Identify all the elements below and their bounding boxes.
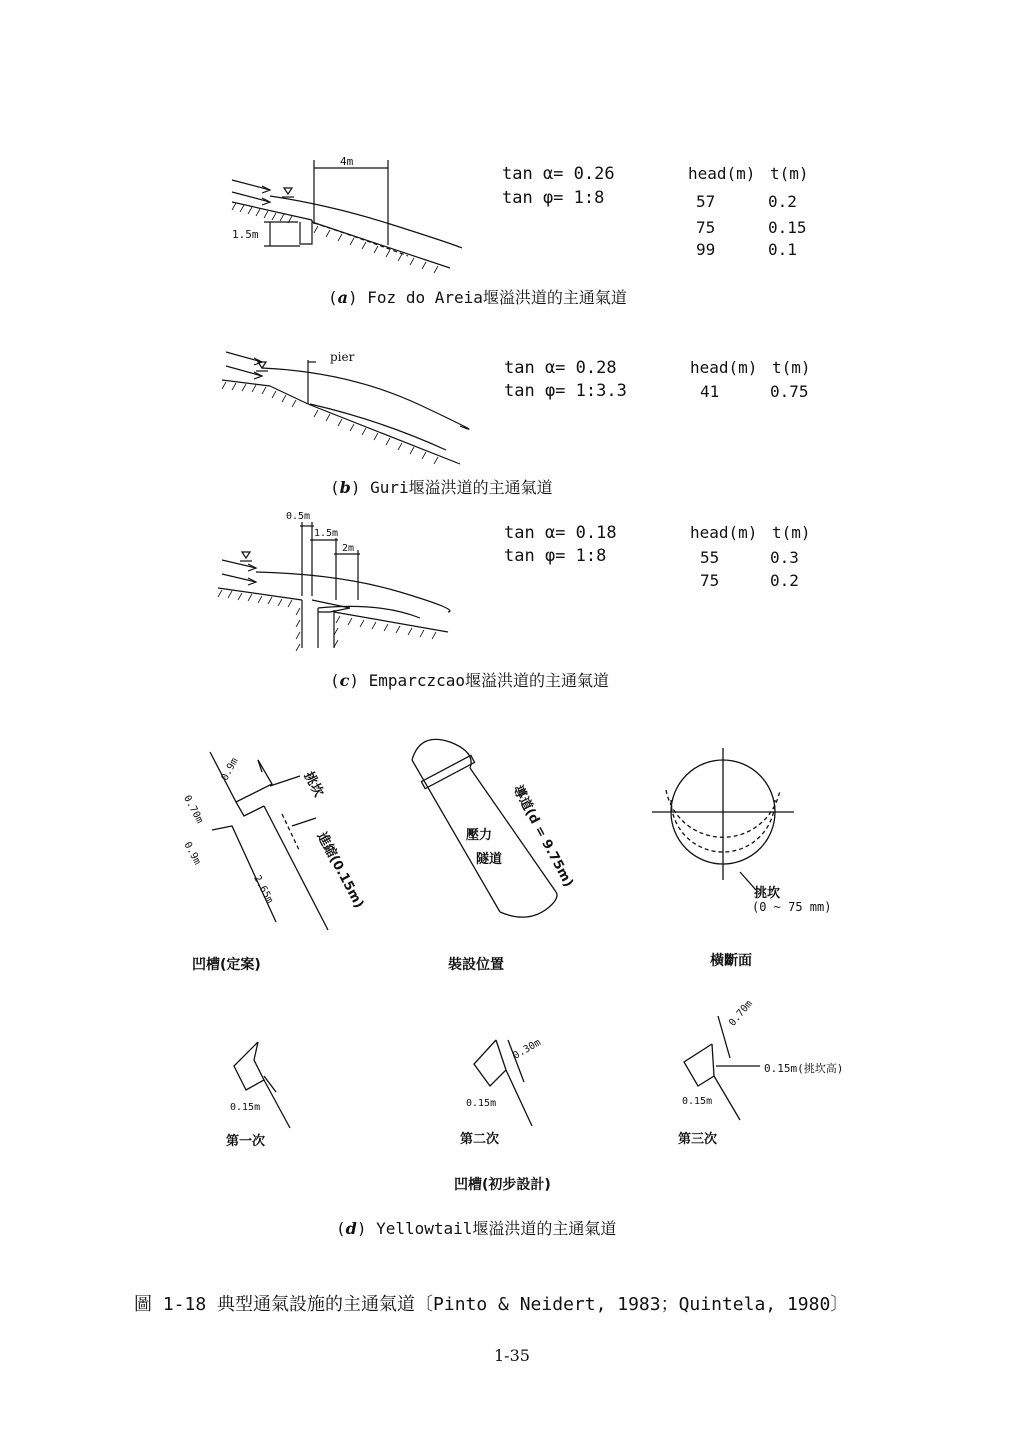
table-cell: 0.2 — [768, 192, 797, 211]
prelim-title: 凹槽(初步設計) — [454, 1177, 551, 1193]
dim-1-5m: 1.5m — [232, 228, 259, 241]
groove-label-offset: 進縮(0.15m) — [313, 830, 367, 911]
tunnel-title: 裝設位置 — [448, 957, 504, 973]
section-label-lip: 挑坎 — [754, 886, 781, 901]
prelim-3-dim-1: 0.15m — [682, 1096, 713, 1107]
caption-text: Foz do Areia堰溢洪道的主通氣道 — [367, 288, 627, 307]
table-cell: 99 — [696, 240, 716, 259]
figure-caption: 圖 1-18 典型通氣設施的主通氣道〔Pinto & Neidert, 1983；Quintela, 1980〕 — [134, 1294, 849, 1315]
table-header-t: t(m) — [772, 358, 811, 377]
table-cell: 0.1 — [768, 240, 797, 259]
table-cell: 41 — [700, 382, 720, 401]
caption-letter: c — [339, 671, 350, 690]
table-header-t: t(m) — [770, 164, 809, 183]
caption-letter: b — [339, 478, 351, 497]
groove-dim-4: 2.65m — [251, 873, 275, 906]
caption-letter: a — [337, 288, 349, 307]
dim-0-5m: 0.5m — [286, 511, 311, 522]
panel-c-param-phi: tan φ= 1:8 — [504, 546, 607, 566]
prelim-2-dim-2: 0.30m — [511, 1037, 543, 1062]
table-cell: 55 — [700, 548, 720, 567]
table-header-t: t(m) — [772, 523, 811, 542]
table-header-head: head(m) — [690, 523, 758, 542]
tunnel-label-2: 隧道 — [476, 852, 503, 867]
table-cell: 0.75 — [770, 382, 809, 401]
panel-a-param-alpha: tan α= 0.26 — [502, 164, 615, 184]
panel-b-caption: (b) Guri堰溢洪道的主通氣道 — [330, 478, 553, 497]
prelim-2-dim-1: 0.15m — [466, 1098, 497, 1109]
dim-2m: 2m — [342, 543, 355, 554]
groove-dim-3: 0.9m — [181, 840, 203, 867]
table-cell: 57 — [696, 192, 716, 211]
prelim-3-dim-3: 0.15m(挑坎高) — [764, 1062, 844, 1075]
groove-dim-1: 0.9m — [219, 756, 241, 783]
groove-title: 凹槽(定案) — [192, 957, 261, 973]
prelim-1-dim: 0.15m — [230, 1102, 261, 1113]
panel-a-caption: (a) Foz do Areia堰溢洪道的主通氣道 — [328, 288, 627, 307]
panel-a-param-phi: tan φ= 1:8 — [502, 188, 605, 208]
panel-c-param-alpha: tan α= 0.18 — [504, 523, 617, 543]
groove-dim-2: 0.70m — [181, 793, 205, 826]
page-number: 1-35 — [494, 1346, 530, 1365]
table-cell: 0.2 — [770, 571, 799, 590]
table-header-head: head(m) — [688, 164, 756, 183]
table-cell: 0.15 — [768, 218, 807, 237]
panel-b-param-alpha: tan α= 0.28 — [504, 358, 617, 378]
panel-d-caption: (d) Yellowtail堰溢洪道的主通氣道 — [336, 1219, 617, 1238]
groove-label-lip: 挑坎 — [300, 769, 326, 800]
prelim-3-dim-2: 0.70m — [727, 998, 755, 1029]
panel-b-param-phi: tan φ= 1:3.3 — [504, 381, 627, 401]
tunnel-label-1: 壓力 — [466, 828, 493, 843]
table-cell: 0.3 — [770, 548, 799, 567]
prelim-1-title: 第一次 — [226, 1134, 266, 1149]
panel-c-caption: (c) Emparczcao堰溢洪道的主通氣道 — [330, 671, 609, 690]
caption-text: Guri堰溢洪道的主通氣道 — [370, 478, 553, 497]
pier-label: pier — [330, 350, 355, 364]
prelim-3-title: 第三次 — [678, 1132, 718, 1147]
table-cell: 75 — [696, 218, 716, 237]
caption-letter: d — [345, 1219, 357, 1238]
dim-1-5m: 1.5m — [314, 528, 339, 539]
tunnel-label-3: 導道(d = 9.75m) — [509, 783, 576, 890]
dim-4m: 4m — [340, 155, 354, 168]
caption-text: Emparczcao堰溢洪道的主通氣道 — [368, 671, 609, 690]
prelim-2-title: 第二次 — [460, 1132, 500, 1147]
table-header-head: head(m) — [690, 358, 758, 377]
section-title: 橫斷面 — [710, 953, 752, 969]
section-label-range: (0 ~ 75 mm) — [752, 900, 832, 914]
table-cell: 75 — [700, 571, 720, 590]
caption-text: Yellowtail堰溢洪道的主通氣道 — [376, 1219, 617, 1238]
